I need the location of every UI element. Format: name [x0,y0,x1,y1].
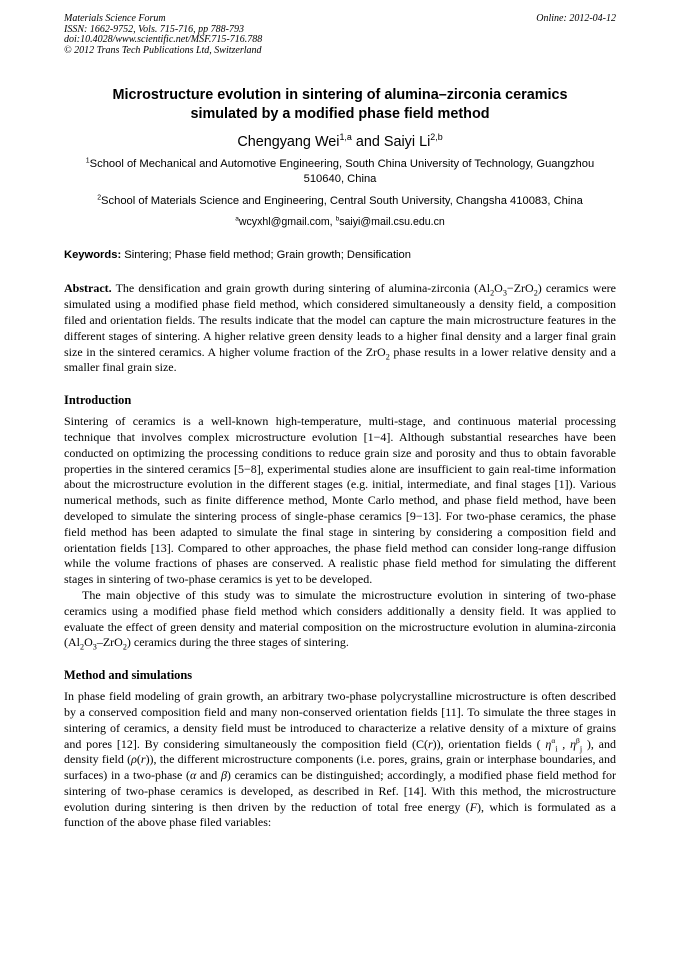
method-heading: Method and simulations [64,668,193,683]
paragraph-text: The main objective of this study was to simulate the microstructure evolution in sintering of two-phase ceramics using a modified phase field method which considers additionally a density field. It was applied to evaluate the effect of green density and material composition on the microstructure evolution in alumina-zirconia (Al [64,587,616,650]
email-b[interactable]: saiyi@mail.csu.edu.cn [339,216,445,229]
subscript: 2 [533,288,538,298]
paragraph-text: )), orientation fields ( [432,736,546,751]
abstract-text: −ZrO [506,281,534,296]
title-line-1: Microstructure evolution in sintering of alumina–zirconia ceramics [112,87,568,104]
paragraph-text: and [196,768,221,783]
affiliation-1 [64,157,616,187]
keywords [64,248,616,263]
subscript: 2 [80,642,85,652]
paper-page [64,14,616,831]
abstract-text: The densification and grain growth during sintering of alumina-zirconia (Al [111,281,491,296]
subscript: i [555,743,558,753]
affiliation-1-text: School of Mechanical and Automotive Engineering, South China University of Technology, Guangzhou 510640, China [89,158,595,186]
symbol-beta: β [220,768,227,783]
affiliation-1-marker: 1 [85,157,90,165]
subscript: 2 [385,351,390,361]
email-a[interactable]: wcyxhl@gmail.com, [238,216,336,229]
online-date: Online: 2012-04-12 [536,13,616,24]
author-2: Saiyi Li [383,134,431,151]
subscript: 2 [122,642,127,652]
paper-title [64,86,616,124]
symbol-r: r [427,736,433,751]
paragraph-text: O [84,635,93,650]
subscript: j [579,743,583,753]
author-connector: and [351,134,384,151]
abstract-label: Abstract. [64,281,112,296]
paragraph-text: –ZrO [96,635,123,650]
paragraph-text: ) ceramics during the three stages of sintering. [126,635,349,650]
paragraph-text: ), which is formulated as a function of the above phase filed variables: [64,799,616,830]
paragraph-text: , [557,736,571,751]
keywords-text: Sintering; Phase field method; Grain growth; Densification [121,249,411,262]
method-paragraph-1 [64,689,616,831]
copyright-line: © 2012 Trans Tech Publications Ltd, Switzerland [64,44,262,56]
abstract-text: phase results in a lower relative density and a smaller final grain size. [64,344,616,375]
title-line-2: simulated by a modified phase field method [190,106,490,123]
doi-line: doi:10.4028/www.scientific.net/MSF.715-716.788 [64,34,263,46]
issn-line: ISSN: 1662-9752, Vols. 715-716, pp 788-793 [64,23,244,35]
paragraph-text: ( [136,752,141,767]
introduction-paragraph-1: Sintering of ceramics is a well-known high-temperature, multi-stage, and continuous material processing technique that involves complex microstructure evolution [1−4]. Although substantial researches have been conducted on optimizing the processing conditions to reduce grain size and porosity and thus to obtain favorable properties in the sintered ceramics [5−8], experimental studies alone are insufficient to gain real-time information about the microstructure evolution in the different stages (e.g. initial, intermediate, and final stages [1]). Various numerical methods, such as finite difference method, Monte Carlo method, and phase field method, have been developed to simulate the sintering process of single-phase ceramics [9−13]. For two-phase ceramics, the phase field method has been adapted to simulate the final stage in sintering by considering a composition field and orientation fields [13]. Compared to other approaches, the phase field method can consider long-range diffusion while the volume fractions of phases are conserved. A realistic phase field method for simulating the different stages in sintering of two-phase ceramics is yet to be developed. [64,414,616,587]
email-b-marker: b [335,215,340,223]
introduction-paragraph-2 [64,588,616,651]
symbol-alpha: α [189,768,197,783]
affiliation-2-marker: 2 [97,194,102,202]
journal-name: Materials Science Forum [64,13,166,24]
subscript: 3 [502,288,507,298]
symbol-F: F [469,799,478,814]
author-2-affil: 2,b [430,132,443,143]
symbol-r: r [140,752,146,767]
paragraph-text: )), the different microstructure components (i.e. pores, grains, grain or interphase boundaries, and surfaces) in a two-phase ( [64,752,616,783]
subscript: 3 [92,642,97,652]
email-a-marker: a [235,215,239,223]
superscript: α [551,735,556,745]
keywords-label: Keywords: [64,249,122,262]
journal-header [64,14,616,56]
affiliation-2-text: School of Materials Science and Engineering, Central South University, Changsha 410083, China [101,195,583,208]
author-1: Chengyang Wei [237,134,340,151]
author-list [64,133,616,151]
paragraph-text: ), and density field ( [64,736,616,767]
paragraph-text: ) ceramics can be distinguished; accordingly, a modified phase field method for sintering of two-phase ceramics is developed, as described in Ref. [14]. With this method, the microstructure evolution during sintering is then driven by the reduction of total free energy ( [64,768,617,814]
abstract [64,281,616,376]
introduction-heading: Introduction [64,393,132,408]
subscript: 2 [490,288,495,298]
header-left [64,14,262,56]
paragraph-text: In phase field modeling of grain growth, an arbitrary two-phase polycrystalline microstructure is often described by a conserved composition field and many non-conserved orientation fields [11]. To simulate the three stages in sintering of ceramics, a density field must be introduced to characterize a relative density of a mixture of grains and pores [12]. By considering simultaneously the composition field (C( [64,689,616,751]
superscript: β [576,735,580,745]
symbol-rho: ρ [131,752,137,767]
abstract-text: O [494,281,503,296]
affiliation-2 [60,194,620,209]
symbol-eta: η [570,736,577,751]
symbol-eta: η [545,736,552,751]
abstract-text: ) ceramics were simulated using a modified phase field method, which considered simultaneously a density field, a composition filed and orientation fields. The results indicate that the model can capture the main microstructure features in the different stages of sintering. A higher relative green density leads to a higher final density and a larger final grain size in the sintered ceramics. A higher volume fraction of the ZrO [64,281,616,359]
author-1-affil: 1,a [339,132,352,143]
author-emails [64,215,616,230]
